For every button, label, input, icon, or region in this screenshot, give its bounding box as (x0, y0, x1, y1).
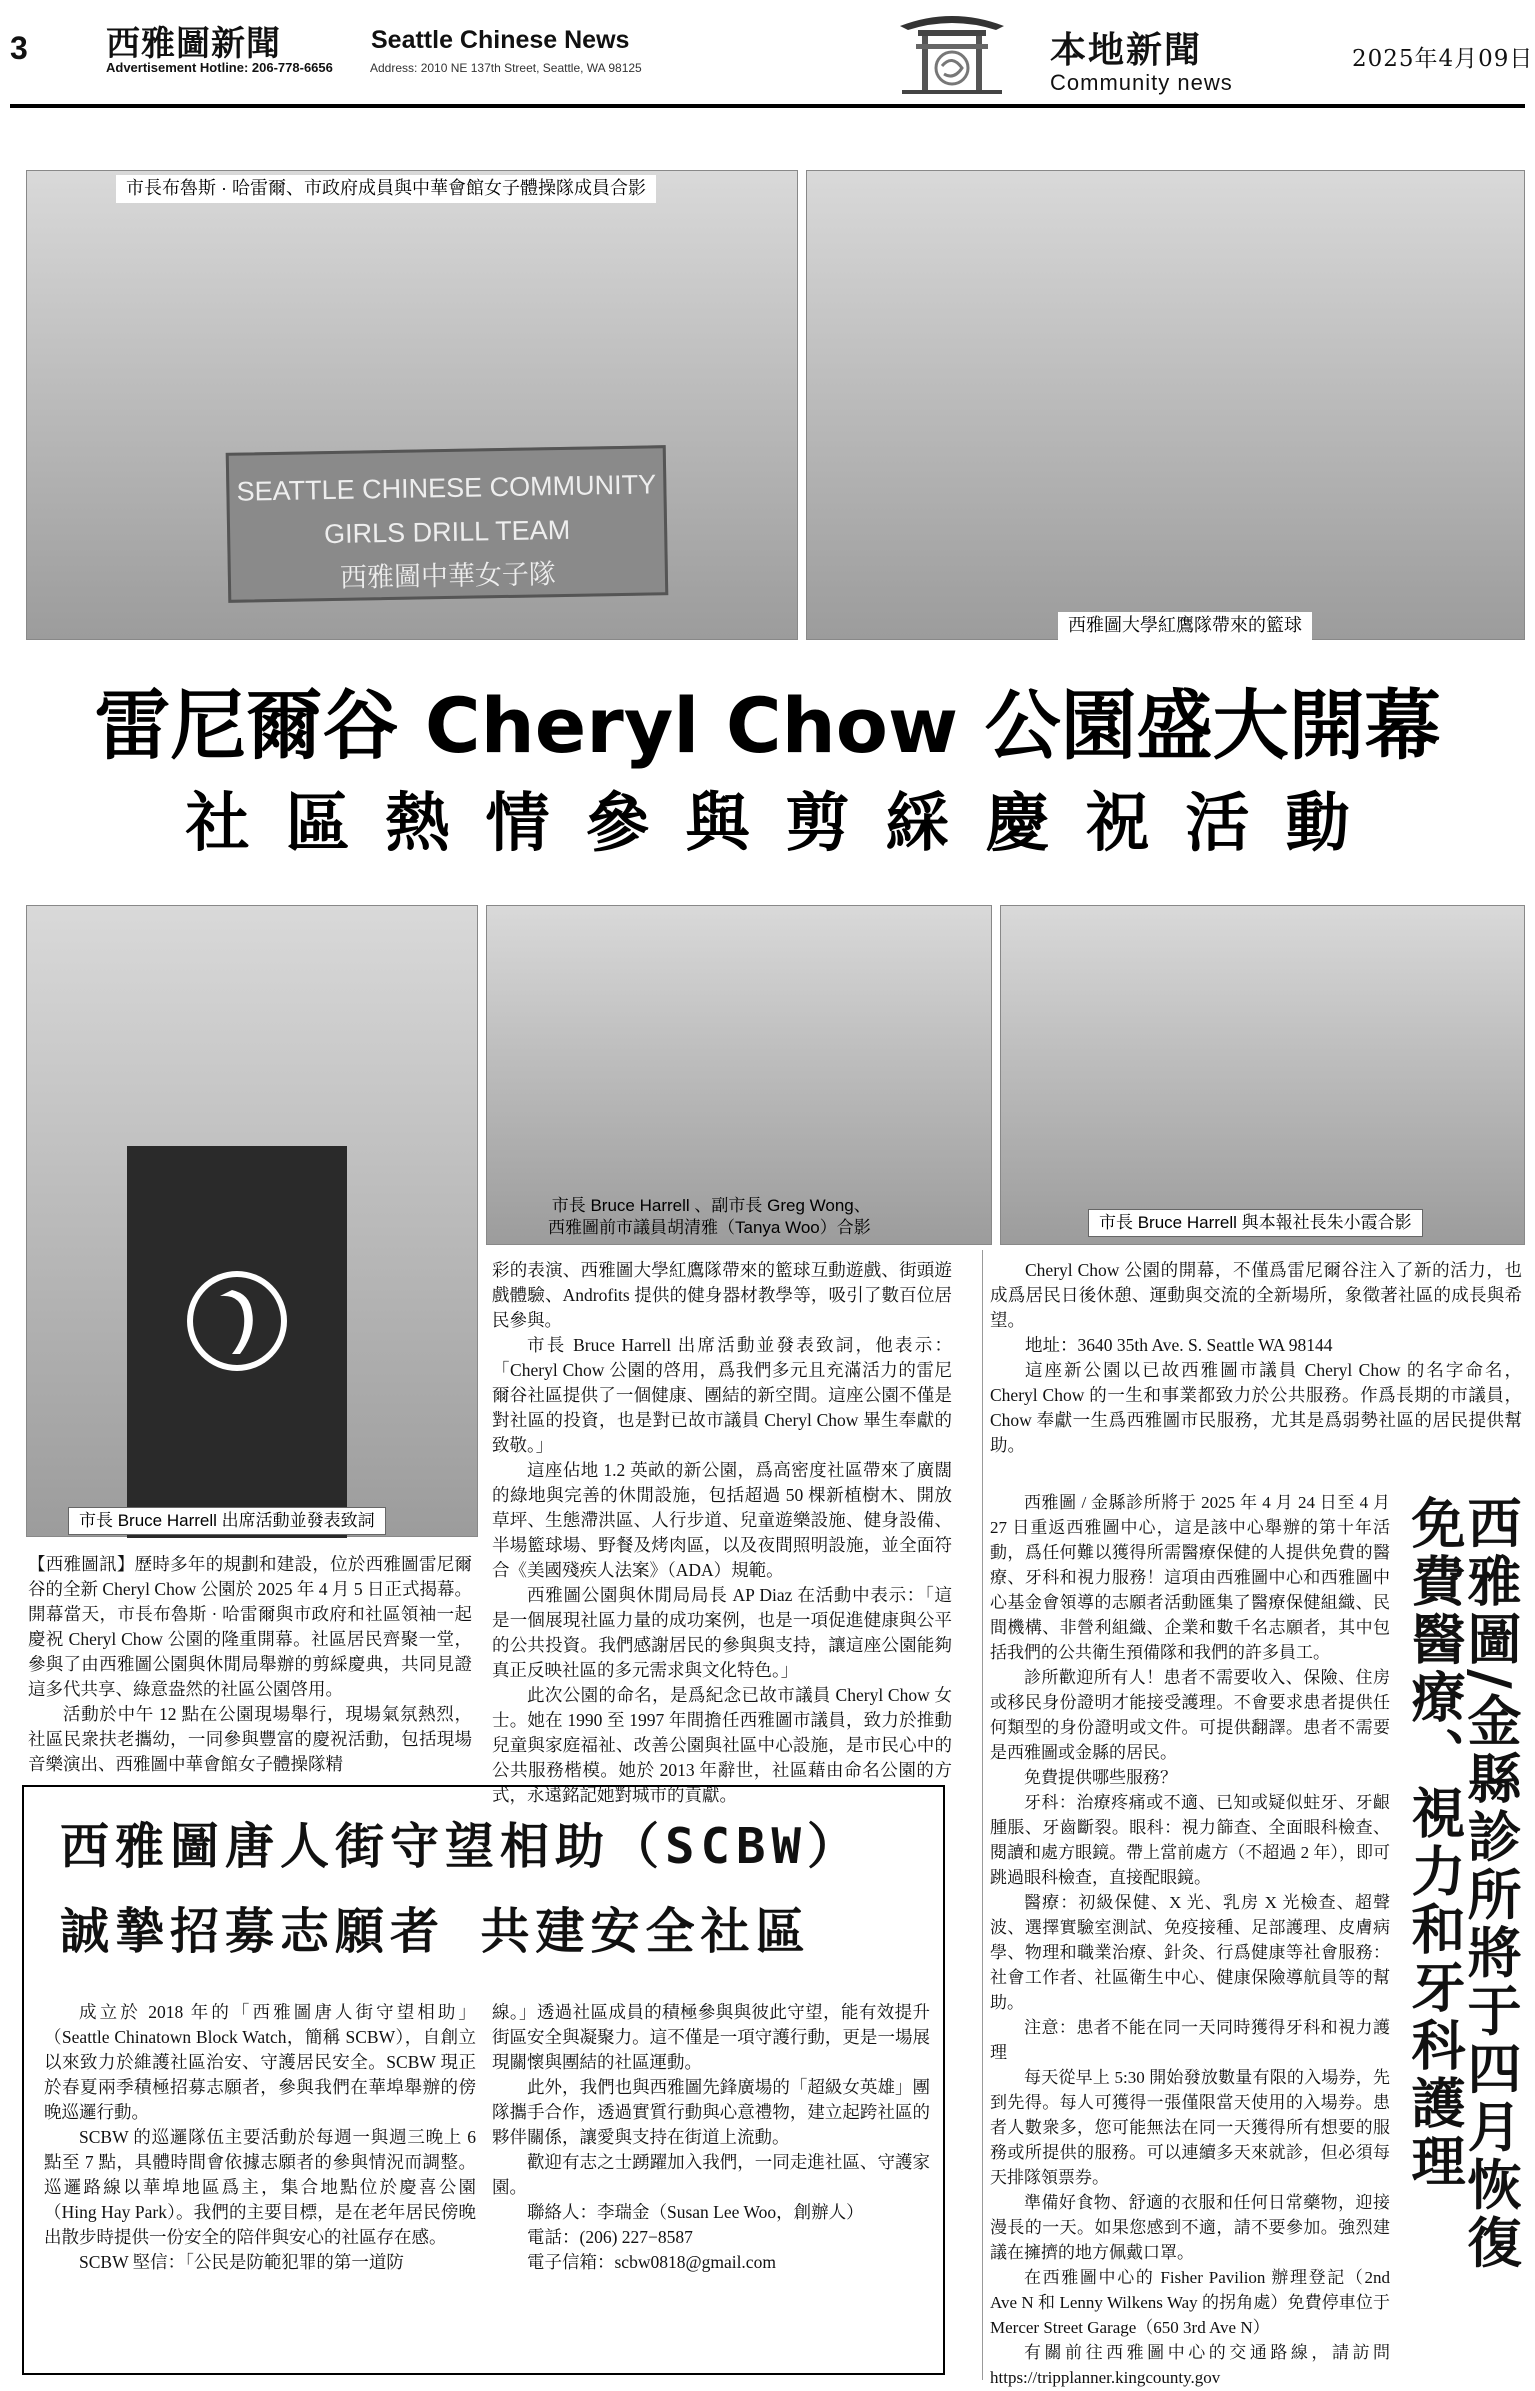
clinic-paragraph: 每天從早上 5:30 開始發放數量有限的入場券，先到先得。每人可獲得一張僅限當天使用的入場券。患者人數衆多，您可能無法在同一天獲得所有想要的服務或所提供的服務。可以連續多天來就診，但必須每天排隊領票券。 (990, 2068, 1390, 2187)
scbw-contact-person: 聯絡人：李瑞金（Susan Lee Woo，創辦人） (527, 2202, 864, 2222)
banner-line-3: 西雅圖中華女子隊 (339, 559, 557, 593)
scbw-paragraph: SCBW 的巡邏隊伍主要活動於每週一與週三晚上 6 點至 7 點，具體時間會依據志願者的參與情況而調整。巡邏路線以華埠地區爲主，集合地點位於慶喜公園（Hing Hay Park）。我們的主要目標，是在老年居民傍晚出散步時提供一份安全的陪伴與安心的社區存在感。 (44, 2127, 476, 2247)
scbw-contact-phone: 電話：(206) 227−8587 (527, 2227, 693, 2247)
scbw-title-line-2: 誠摯招募志願者 共建安全社區 (60, 1903, 811, 1960)
photo-mayor-speech (26, 905, 478, 1537)
article-paragraph: 彩的表演、西雅圖大學紅鷹隊帶來的籃球互動遊戲、街頭遊戲體驗、Androfits 提供的健身器材教學等，吸引了數百位居民參與。 (492, 1260, 952, 1330)
article-column-3 (990, 1258, 1522, 1478)
issue-date: 2025年4月09日 (1352, 46, 1534, 72)
caption-mayor-publisher: 市長 Bruce Harrell 與本報社長朱小霞合影 (1088, 1209, 1423, 1237)
caption-basketball: 西雅圖大學紅鷹隊帶來的籃球 (1058, 612, 1312, 640)
article-column-1 (28, 1552, 472, 1776)
scbw-paragraph: 此外，我們也與西雅圖先鋒廣場的「超級女英雄」團隊攜手合作，透過實質行動與心意禮物，建立起跨社區的夥伴關係，讓愛與支持在街道上流動。 (492, 2077, 930, 2147)
header-rule (10, 104, 1525, 108)
scbw-contact-email[interactable]: 電子信箱：scbw0818@gmail.com (527, 2252, 776, 2272)
clinic-title-line-1: 西雅圖/金縣診所將于四月恢復 (1459, 1495, 1523, 2273)
article-paragraph: 這座佔地 1.2 英畝的新公園，爲高密度社區帶來了廣闊的綠地與完善的休閒設施，包括超過 50 棵新植樹木、開放草坪、生態滯洪區、人行步道、兒童遊樂設施、健身設備、半場籃球場、野餐及烤肉區，以及夜間照明設施，並全面符合《美國殘疾人法案》（ADA）規範。 (492, 1460, 952, 1580)
scbw-title-line-1: 西雅圖唐人街守望相助（SCBW） (60, 1818, 863, 1875)
clinic-paragraph: 在西雅圖中心的 Fisher Pavilion 辦理登記（2nd Ave N 和 Lenny Wilkens Way 的拐角處）免費停車位于 Mercer Street Garage（650 3rd Ave N） (990, 2268, 1390, 2337)
clinic-title-line-2: 免費醫療、視力和牙科護理 (1403, 1495, 1467, 2191)
ad-hotline: Advertisement Hotline: 206-778-6656 (106, 60, 333, 75)
clinic-article-body (990, 1490, 1390, 2385)
article-paragraph: 這座新公園以已故西雅圖市議員 Cheryl Chow 的名字命名，Cheryl Chow 的一生和事業都致力於公共服務。作爲長期的市議員，Chow 奉獻一生爲西雅圖市民服務，尤其是爲弱勢社區的居民提供幫助。 (990, 1360, 1522, 1455)
clinic-paragraph: 診所歡迎所有人！患者不需要收入、保險、住房或移民身份證明才能接受護理。不會要求患者提供任何類型的身份證明或文件。可提供翻譯。患者不需要是西雅圖或金縣的居民。 (990, 1668, 1390, 1762)
newspaper-address: Address: 2010 NE 137th Street, Seattle, WA 98125 (370, 61, 642, 75)
caption-line-1: 市長 Bruce Harrell 、副市長 Greg Wong、 (551, 1196, 871, 1215)
section-title-cn: 本地新聞 (1050, 29, 1203, 71)
clinic-paragraph: 免費提供哪些服務？ (1024, 1768, 1177, 1787)
article-paragraph: Cheryl Chow 公園的開幕，不僅爲雷尼爾谷注入了新的活力，也成爲居民日後休憩、運動與交流的全新場所，象徵著社區的成長與希望。 (990, 1260, 1522, 1330)
clinic-paragraph: 準備好食物、舒適的衣服和任何日常藥物，迎接漫長的一天。如果您感到不適，請不要參加。強烈建議在擁擠的地方佩戴口罩。 (990, 2193, 1390, 2262)
page-number: 3 (10, 30, 28, 66)
clinic-paragraph: 西雅圖 / 金縣診所將于 2025 年 4 月 24 日至 4 月 27 日重返西雅圖中心，這是該中心舉辦的第十年活動，爲任何難以獲得所需醫療保健的人提供免費的醫療、牙科和視力服務！這項由西雅圖中心和西雅圖中心基金會領導的志願者活動匯集了醫療保健組織、民間機構、非營利組織、企業和數千名志願者，其中包括我們的公共衛生預備隊和我們的許多員工。 (990, 1493, 1390, 1662)
article-column-2 (492, 1258, 952, 1805)
scbw-paragraph: 成立於 2018 年的「西雅圖唐人街守望相助」（Seattle Chinatown Block Watch，簡稱 SCBW），自創立以來致力於維護社區治安、守護居民安全。SCBW 現正於春夏兩季積極招募志願者，參與我們在華埠舉辦的傍晚巡邏行動。 (44, 2002, 476, 2122)
article-paragraph: 【西雅圖訊】歷時多年的規劃和建設，位於西雅圖雷尼爾谷的全新 Cheryl Chow 公園於 2025 年 4 月 5 日正式揭幕。開幕當天，市長布魯斯 · 哈雷爾與市政府和社區領袖一起慶祝 Cheryl Chow 公園的隆重開幕。社區居民齊聚一堂，參與了由西雅圖公園與休閒局舉辦的剪綵慶典，共同見證這多代共享、綠意盎然的社區公園啓用。 (28, 1554, 472, 1699)
article-paragraph: 此次公園的命名，是爲紀念已故市議員 Cheryl Chow 女士。她在 1990 至 1997 年間擔任西雅圖市議員，致力於推動兒童與家庭福祉、改善公園與社區中心設施，是市民心中的公共服務楷模。她於 2013 年辭世，社區藉由命名公園的方式，永遠銘記她對城市的貢獻。 (492, 1685, 952, 1805)
caption-line-2: 西雅圖前市議員胡清雅（Tanya Woo）合影 (548, 1218, 871, 1237)
drill-team-banner (226, 445, 669, 603)
section-title-en: Community news (1050, 70, 1233, 95)
newspaper-name-en: Seattle Chinese News (371, 26, 630, 54)
banner-line-2: GIRLS DRILL TEAM (323, 514, 571, 550)
article-paragraph: 市長 Bruce Harrell 出席活動並發表致詞，他表示：「Cheryl Chow 公園的啓用，爲我們多元且充滿活力的雷尼爾谷社區提供了一個健康、團結的新空間。這座公園不僅是對社區的投資，也是對已故市議員 Cheryl Chow 畢生奉獻的致敬。」 (492, 1335, 952, 1455)
clinic-paragraph: 有關前往西雅圖中心的交通路線，請訪問 https://tripplanner.kingcounty.gov (990, 2343, 1390, 2387)
scbw-paragraph: 線。」透過社區成員的積極參與與彼此守望，能有效提升街區安全與凝聚力。這不僅是一項守護行動，更是一場展現關懷與團結的社區運動。 (492, 2002, 930, 2072)
article-paragraph: 西雅圖公園與休閒局局長 AP Diaz 在活動中表示：「這是一個展現社區力量的成功案例，也是一項促進健康與公平的公共投資。我們感謝居民的參與與支持，讓這座公園能夠真正反映社區的多元需求與文化特色。」 (492, 1585, 952, 1680)
scbw-column-2 (492, 2000, 930, 2370)
column-divider (982, 1250, 983, 2380)
caption-drill-team: 市長布魯斯 · 哈雷爾、市政府成員與中華會館女子體操隊成員合影 (116, 175, 656, 203)
photo-mayor-publisher (1000, 905, 1525, 1245)
podium (127, 1146, 347, 1538)
article-paragraph: 活動於中午 12 點在公園現場舉行，現場氣氛熱烈，社區民衆扶老攜幼，一同參與豐富的慶祝活動，包括現場音樂演出、西雅圖中華會館女子體操隊精 (28, 1704, 472, 1774)
clinic-paragraph: 醫療：初級保健、X 光、乳房 X 光檢查、超聲波、選擇實驗室測試、免疫接種、足部護理、皮膚病學、物理和職業治療、針灸、行爲健康等社會服務：社會工作者、社區衛生中心、健康保險導航員等的幫助。 (990, 1893, 1390, 2012)
banner-line-1: SEATTLE CHINESE COMMUNITY (236, 469, 657, 507)
headline-sub: 社區熱情參與剪綵慶祝活動 (185, 787, 1386, 861)
park-address: 地址：3640 35th Ave. S. Seattle WA 98144 (1025, 1335, 1333, 1355)
newspaper-name-cn: 西雅圖新聞 (106, 24, 281, 64)
scbw-column-1 (44, 2000, 476, 2370)
headline-main: 雷尼爾谷 Cheryl Chow 公園盛大開幕 (94, 681, 1441, 770)
pagoda-logo-icon (892, 4, 1012, 98)
city-seal-icon (182, 1266, 292, 1376)
scbw-paragraph: SCBW 堅信：「公民是防範犯罪的第一道防 (79, 2252, 404, 2272)
clinic-paragraph: 注意：患者不能在同一天同時獲得牙科和視力護理 (990, 2018, 1390, 2062)
caption-mayor-deputy-woo (538, 1192, 881, 1242)
caption-mayor-speech: 市長 Bruce Harrell 出席活動並發表致詞 (68, 1507, 386, 1535)
scbw-paragraph: 歡迎有志之士踴躍加入我們，一同走進社區、守護家園。 (492, 2152, 930, 2197)
photo-drill-team (26, 170, 798, 640)
clinic-paragraph: 牙科：治療疼痛或不適、已知或疑似蛀牙、牙齦腫脹、牙齒斷裂。眼科：視力篩查、全面眼科檢查、閱讀和處方眼鏡。帶上當前處方（不超過 2 年），即可跳過眼科檢查，直接配眼鏡。 (990, 1793, 1390, 1887)
photo-basketball-team (806, 170, 1525, 640)
